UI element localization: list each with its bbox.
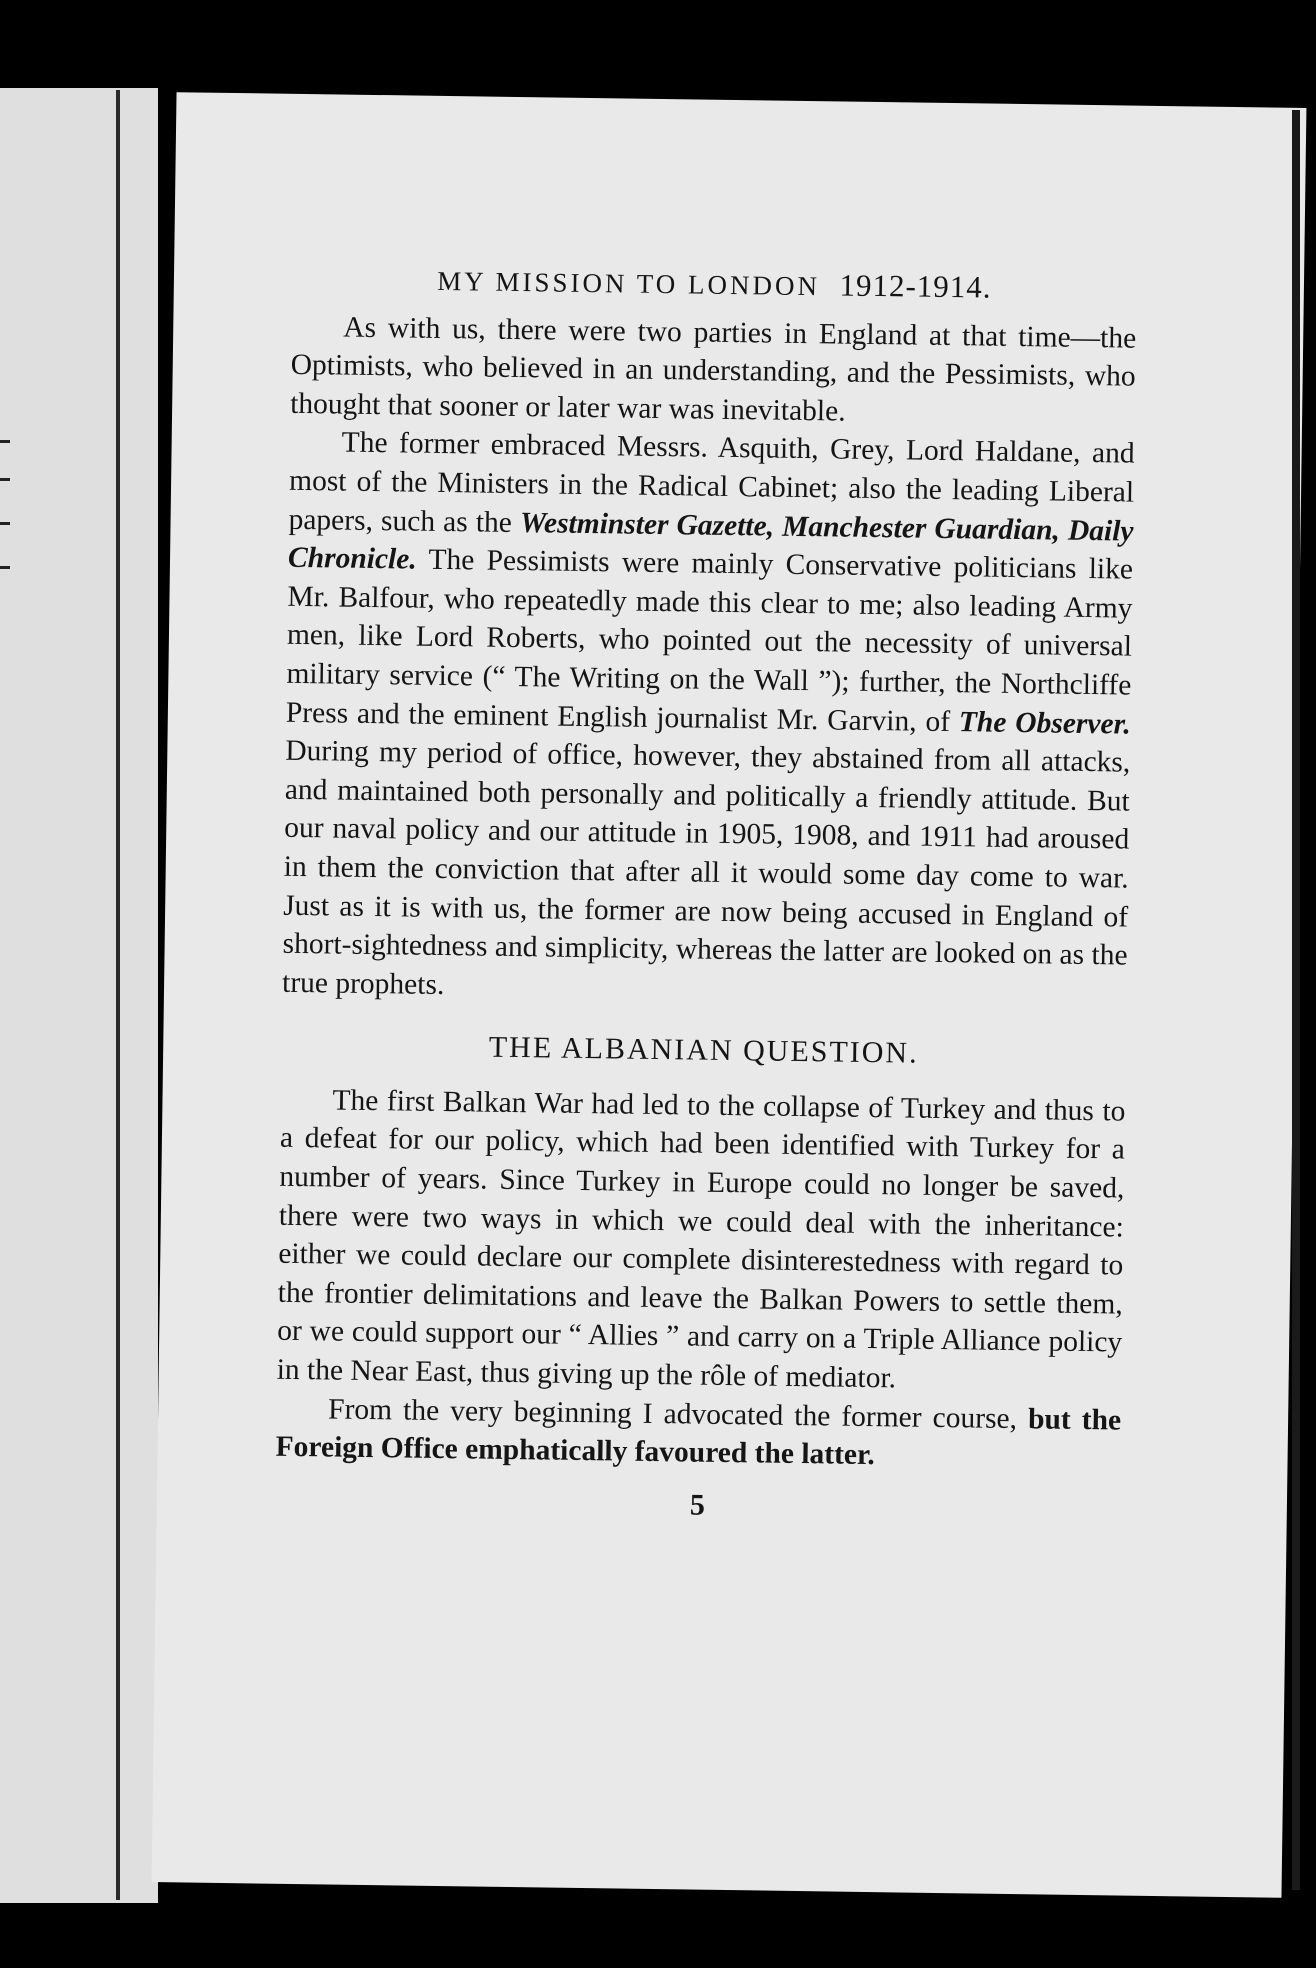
- running-head: [292, 259, 1137, 310]
- book-page: [152, 92, 1307, 1898]
- paragraph-text: The former embraced Messrs. Asquith, Grey, Lord Haldane, and most of the Ministers in the Radical Cabinet; also the leading Liberal papers, such as the: [288, 426, 1135, 539]
- paragraph: [276, 1081, 1125, 1402]
- paragraph-text: The Pessimists were mainly Conservative politicians like Mr. Balfour, who repeatedly made this clear to me; also leading Army men, like Lord Roberts, who pointed out the necessity of universal military service (“ The Writing on the Wall ”); further, the Northcliffe Press and the eminent English journalist Mr. Garvin, of: [285, 543, 1134, 738]
- paragraph-text: From the very beginning I advocated the former course,: [327, 1393, 1029, 1435]
- running-head-years: 1912-1914.: [839, 267, 992, 305]
- paragraph: [275, 1389, 1121, 1478]
- page-right-edge: [1292, 110, 1300, 1890]
- margin-mark: [0, 478, 10, 481]
- running-head-title: MY MISSION TO LONDON: [437, 265, 821, 302]
- paragraph: [282, 423, 1135, 1014]
- margin-mark: [0, 522, 10, 525]
- page-content: [275, 259, 1138, 1531]
- margin-mark: [0, 566, 10, 569]
- section-paragraphs: [275, 1081, 1125, 1479]
- paragraph-text: As with us, there were two parties in England at that time—the Optimists, who believed in an understanding, and the Pessimists, who thought that sooner or later war was inevitable.: [289, 311, 1137, 428]
- bold-text: but the Foreign Office emphatically favoured the latter.: [275, 1402, 1122, 1472]
- page-number: 5: [689, 1488, 706, 1522]
- italic-title: Westminster Gazette, Manchester Guardian, Daily Chronicle.: [287, 506, 1134, 576]
- previous-page-edge: [0, 88, 158, 1903]
- paragraph: [290, 307, 1137, 435]
- paragraph-text: The first Balkan War had led to the collapse of Turkey and thus to a defeat for our policy, which had been identified with Turkey for a number of years. Since Turkey in Europe could no longer be saved, there were two ways in which we could deal with the inheritance: either we could declare our complete disinterestedness with regard to the frontier delimitations and leave the Balkan Powers to settle them, or we could support our “ Allies ” and carry on a Triple Alliance policy in the Near East, thus giving up the rôle of mediator.: [276, 1084, 1126, 1395]
- margin-mark: [0, 440, 10, 443]
- section-title: THE ALBANIAN QUESTION.: [488, 1030, 919, 1070]
- book-gutter: [116, 90, 120, 1900]
- body-paragraphs: [282, 307, 1137, 1013]
- paragraph-text: During my period of office, however, they abstained from all attacks, and maintained both personally and politically a friendly attitude. But our naval policy and our attitude in 1905, 1908, and 1911 had aroused in them the conviction that after all it would some day come to war. Just as it is with us, the former are now being accused in England of short-sightedness and simplicity, whereas the latter are looked on as the true prophets.: [281, 734, 1131, 1001]
- italic-title: The Observer.: [958, 705, 1132, 741]
